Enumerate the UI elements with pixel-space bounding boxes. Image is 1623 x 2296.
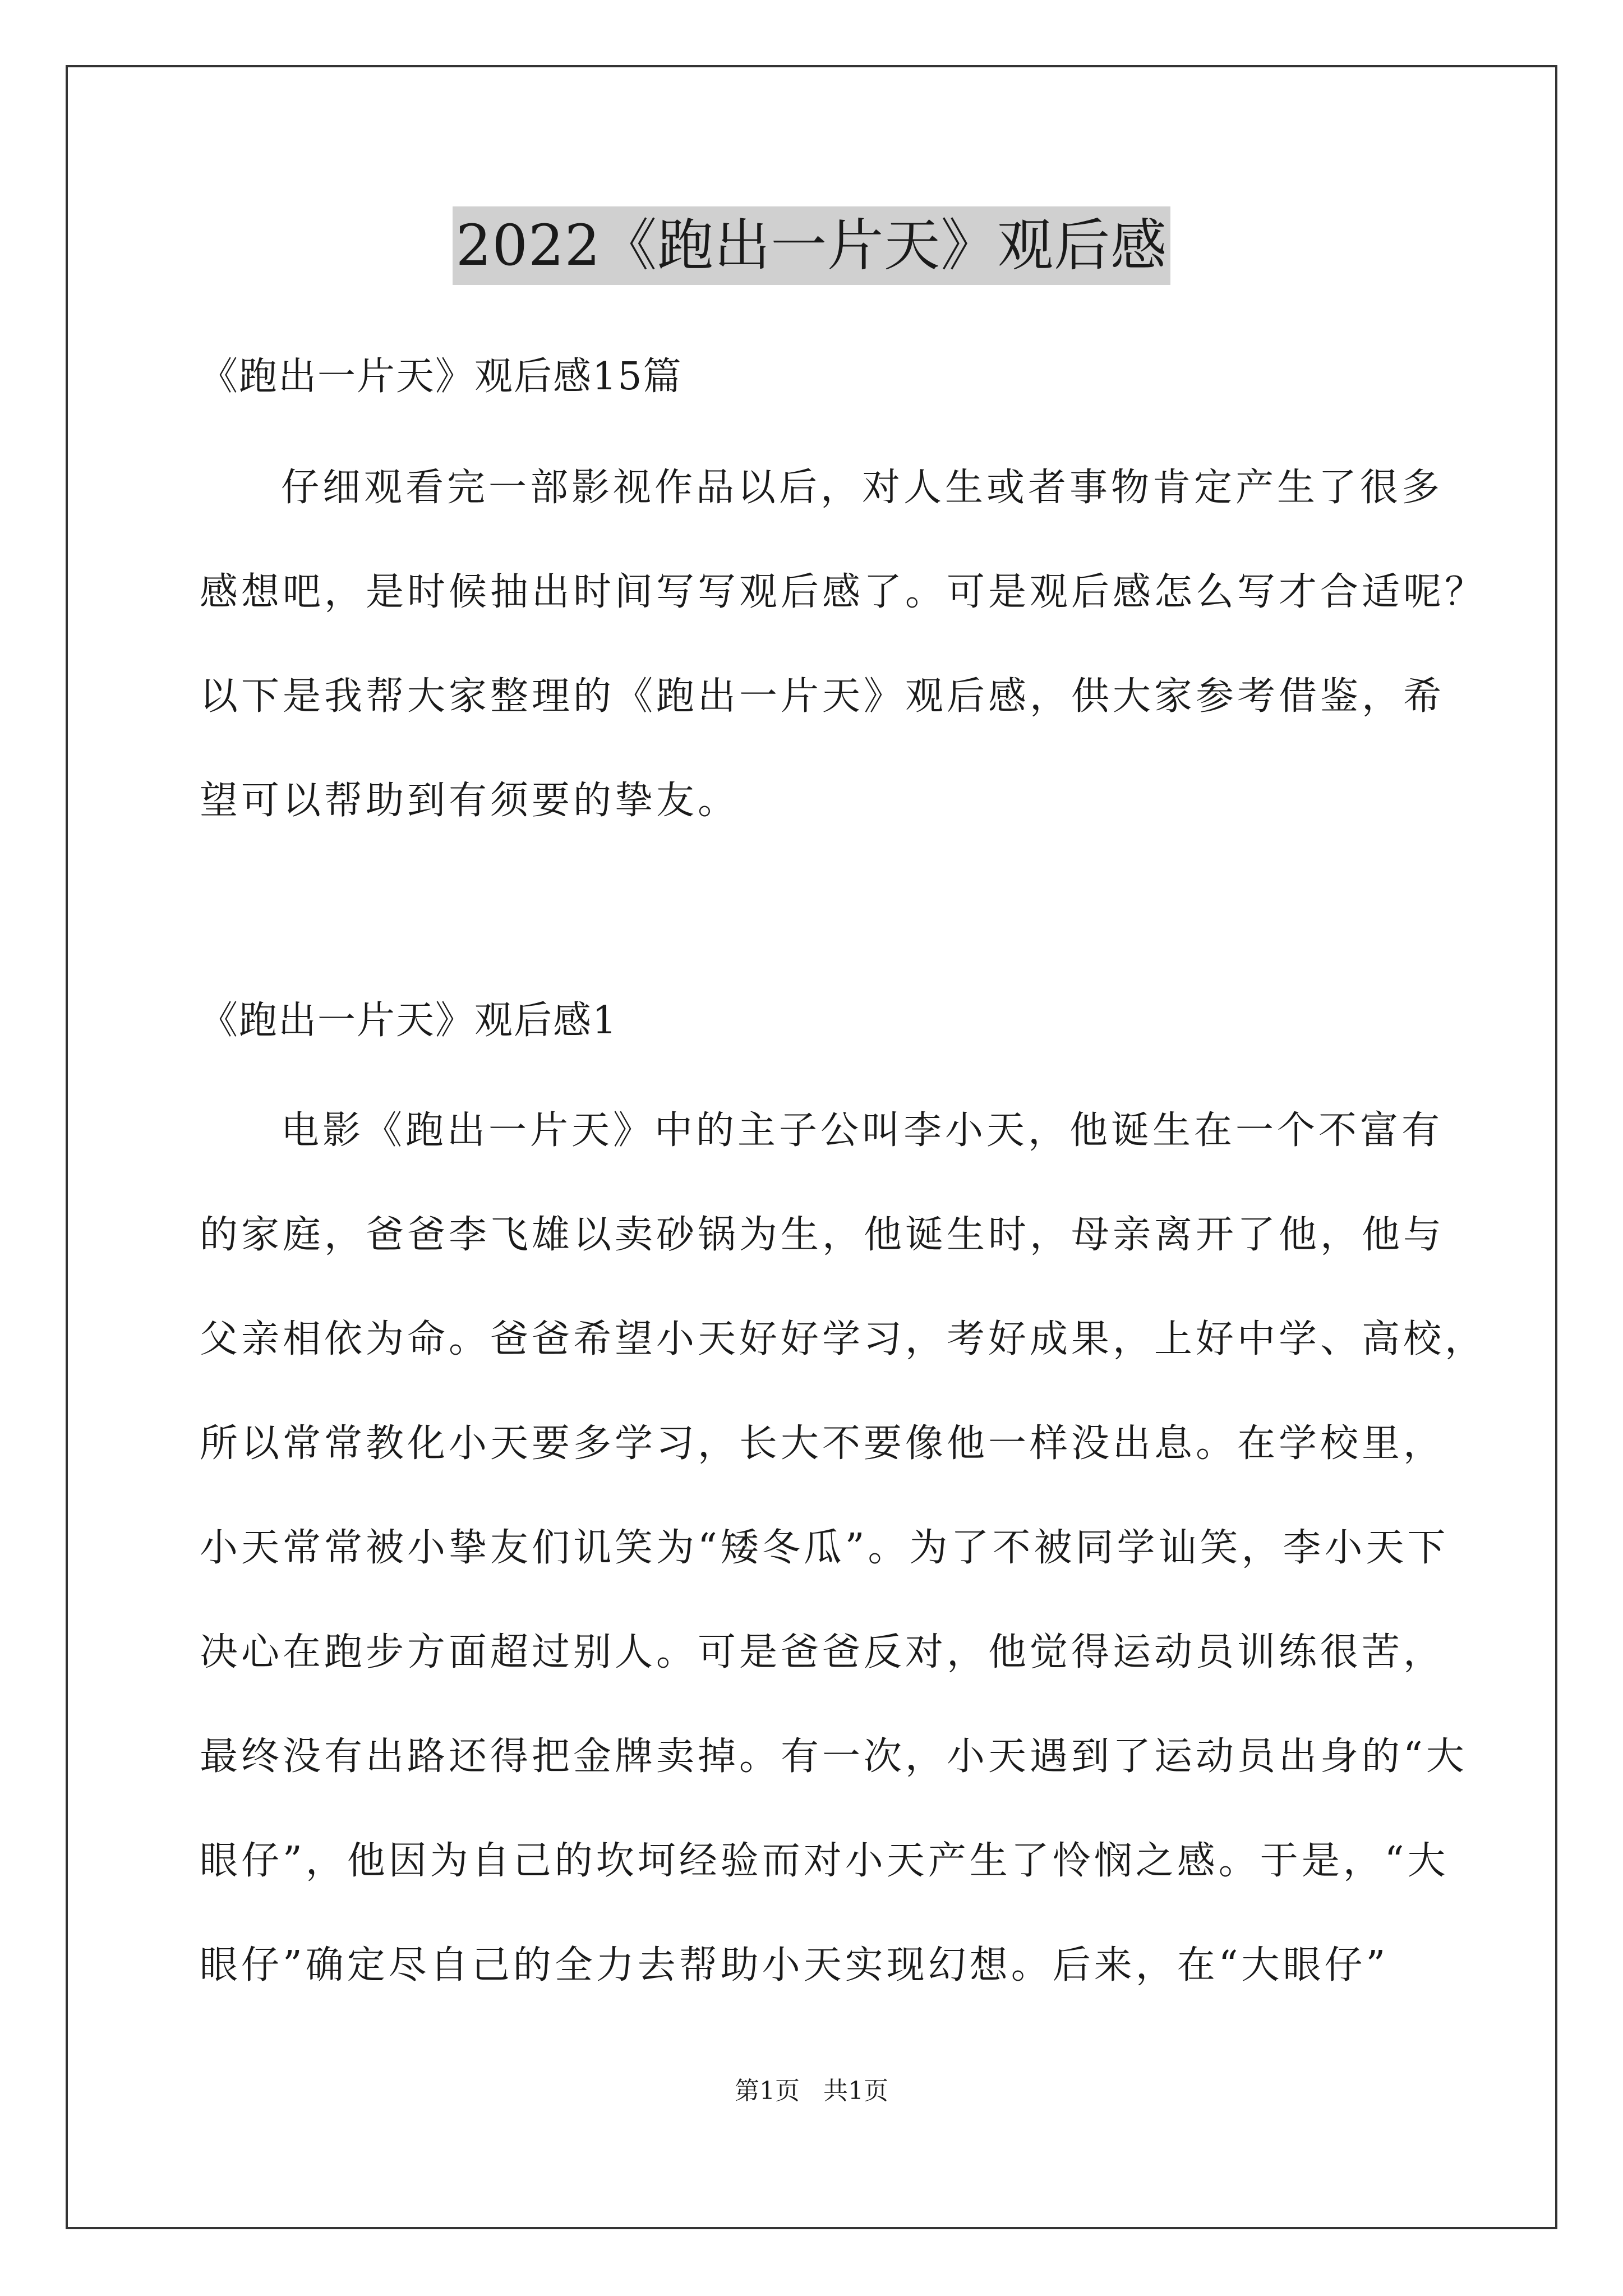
document-subtitle: 《跑出一片天》观后感15篇 bbox=[200, 355, 683, 399]
body-line: 眼仔”，他因为自己的坎坷经验而对小天产生了怜悯之感。于是，“大 bbox=[200, 1839, 1449, 1883]
body-line: 决心在跑步方面超过别人。可是爸爸反对，他觉得运动员训练很苦， bbox=[200, 1630, 1445, 1674]
body-line: 眼仔”确定尽自己的全力去帮助小天实现幻想。后来，在“大眼仔” bbox=[200, 1943, 1389, 1987]
intro-line: 感想吧，是时候抽出时间写写观后感了。可是观后感怎么写才合适呢？ bbox=[200, 570, 1487, 614]
body-line: 所以常常教化小天要多学习，长大不要像他一样没出息。在学校里， bbox=[200, 1421, 1445, 1466]
body-line: 父亲相依为命。爸爸希望小天好好学习，考好成果，上好中学、高校， bbox=[200, 1317, 1487, 1361]
body-line: 小天常常被小挚友们讥笑为“矮冬瓜”。为了不被同学讪笑，李小天下 bbox=[200, 1526, 1449, 1570]
page-footer: 第1页 共1页 bbox=[735, 2077, 888, 2105]
intro-line: 望可以帮助到有须要的挚友。 bbox=[200, 779, 740, 823]
title-container bbox=[0, 206, 1623, 285]
intro-line: 仔细观看完一部影视作品以后，对人生或者事物肯定产生了很多 bbox=[281, 466, 1444, 510]
section-heading: 《跑出一片天》观后感1 bbox=[200, 999, 618, 1043]
body-line: 最终没有出路还得把金牌卖掉。有一次，小天遇到了运动员出身的“大 bbox=[200, 1734, 1468, 1779]
document-title: 2022《跑出一片天》观后感 bbox=[453, 206, 1171, 285]
intro-line: 以下是我帮大家整理的《跑出一片天》观后感，供大家参考借鉴，希 bbox=[200, 674, 1445, 719]
body-line: 电影《跑出一片天》中的主子公叫李小天，他诞生在一个不富有 bbox=[281, 1108, 1444, 1153]
body-line: 的家庭，爸爸李飞雄以卖砂锅为生，他诞生时，母亲离开了他，他与 bbox=[200, 1213, 1445, 1257]
